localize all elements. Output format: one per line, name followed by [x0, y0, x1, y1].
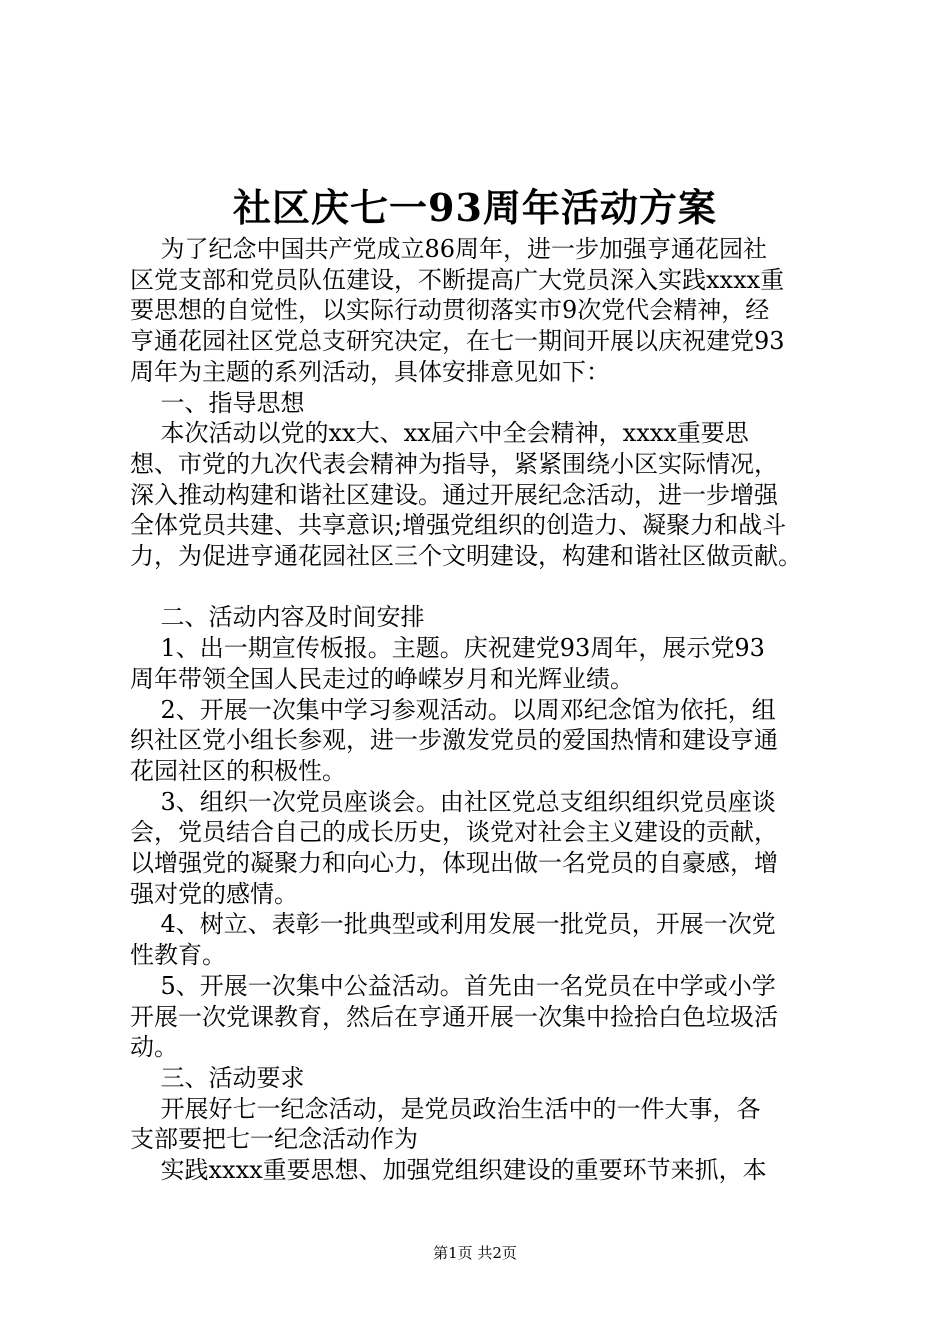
body-line: 性教育。: [130, 941, 226, 970]
body-line: 周年带领全国人民走过的峥嵘岁月和光辉业绩。: [130, 664, 634, 693]
body-line: 亨通花园社区党总支研究决定，在七一期间开展以庆祝建党93: [130, 327, 785, 356]
body-line: 想、市党的九次代表会精神为指导，紧紧围绕小区实际情况，: [130, 449, 778, 478]
body-line: 会，党员结合自己的成长历史，谈党对社会主义建设的贡献，: [130, 818, 778, 847]
blank-line: [130, 572, 830, 603]
body-line: 2、开展一次集中学习参观活动。以周邓纪念馆为依托，组: [130, 695, 776, 724]
section-heading: 三、活动要求: [130, 1063, 305, 1092]
body-line: 开展一次党课教育，然后在亨通开展一次集中捡拾白色垃圾活: [130, 1002, 778, 1031]
document-body: [130, 234, 830, 1186]
body-line: 力，为促进亨通花园社区三个文明建设，构建和谐社区做贡献。: [130, 542, 802, 571]
body-line: 全体党员共建、共享意识;增强党组织的创造力、凝聚力和战斗: [130, 511, 787, 540]
body-line: 花园社区的积极性。: [130, 756, 346, 785]
body-line: 开展好七一纪念活动，是党员政治生活中的一件大事，各: [130, 1094, 761, 1123]
body-line: 强对党的感情。: [130, 879, 298, 908]
body-line: 深入推动构建和谐社区建设。通过开展纪念活动，进一步增强: [130, 480, 778, 509]
body-line: 动。: [130, 1033, 178, 1062]
body-line: 以增强党的凝聚力和向心力，体现出做一名党员的自豪感，增: [130, 849, 778, 878]
body-line: 本次活动以党的xx大、xx届六中全会精神，xxxx重要思: [130, 419, 749, 448]
body-line: 要思想的自觉性，以实际行动贯彻落实市9次党代会精神，经: [130, 296, 770, 325]
body-line: 织社区党小组长参观，进一步激发党员的爱国热情和建设亨通: [130, 726, 778, 755]
body-line: 4、树立、表彰一批典型或利用发展一批党员，开展一次党: [130, 910, 776, 939]
body-line: 为了纪念中国共产党成立86周年，进一步加强亨通花园社: [130, 235, 768, 263]
body-line: 1、出一期宣传板报。主题。庆祝建党93周年，展示党93: [130, 634, 765, 663]
body-line: 周年为主题的系列活动，具体安排意见如下：: [130, 357, 610, 386]
body-line: 支部要把七一纪念活动作为: [130, 1125, 418, 1154]
body-line: 5、开展一次集中公益活动。首先由一名党员在中学或小学: [130, 971, 776, 1000]
section-heading: 一、指导思想: [130, 388, 305, 417]
body-line: 实践xxxx重要思想、加强党组织建设的重要环节来抓，本: [130, 1156, 767, 1185]
body-line: 3、组织一次党员座谈会。由社区党总支组织组织党员座谈: [130, 787, 776, 816]
page-footer: 第1页 共2页: [433, 1244, 517, 1262]
body-line: 区党支部和党员队伍建设，不断提高广大党员深入实践xxxx重: [130, 265, 785, 294]
section-heading: 二、活动内容及时间安排: [130, 603, 425, 632]
document-title: 社区庆七一93周年活动方案: [233, 185, 717, 230]
